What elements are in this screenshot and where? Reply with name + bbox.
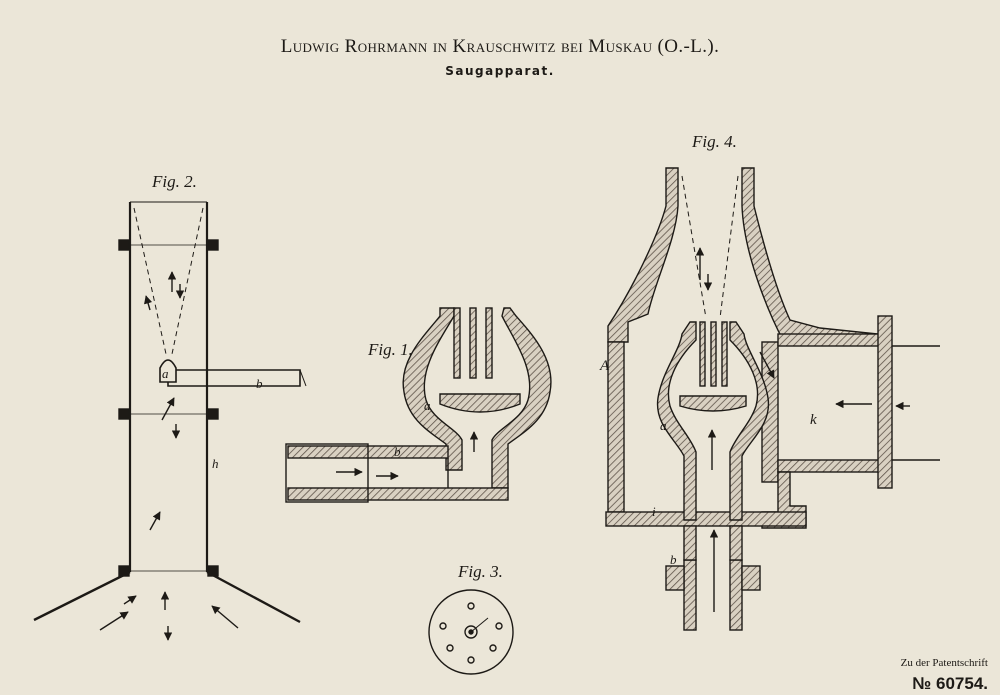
fig1-ref-b: b: [394, 444, 401, 459]
fig4-ref-a: a: [660, 418, 667, 433]
figure-4-drawing: [606, 168, 940, 630]
fig2-ref-h: h: [212, 456, 219, 471]
figure-3-drawing: [429, 590, 513, 674]
fig4-ref-i: i: [652, 504, 656, 519]
fig2-ref-a: a: [162, 366, 169, 381]
fig4-ref-A: A: [600, 358, 610, 374]
fig1-ref-a: a: [424, 398, 431, 413]
fig4-ref-b: b: [670, 552, 677, 567]
figure-1-drawing: [286, 308, 551, 502]
patent-footer-note: Zu der Patentschrift: [900, 657, 988, 669]
patent-header-title: Ludwig Rohrmann in Krauschwitz bei Muskau (O.-L.).: [280, 36, 720, 57]
figure-4-label: Fig. 4.: [692, 132, 737, 151]
figure-2-drawing: [34, 202, 306, 640]
patent-header-subtitle: Saugapparat.: [445, 64, 555, 78]
figure-1-label: Fig. 1.: [368, 340, 413, 359]
figure-2-label: Fig. 2.: [152, 172, 197, 191]
patent-number: № 60754.: [912, 674, 988, 693]
fig2-ref-b: b: [256, 376, 263, 391]
fig4-ref-k: k: [810, 412, 817, 428]
figure-3-label: Fig. 3.: [458, 562, 503, 581]
